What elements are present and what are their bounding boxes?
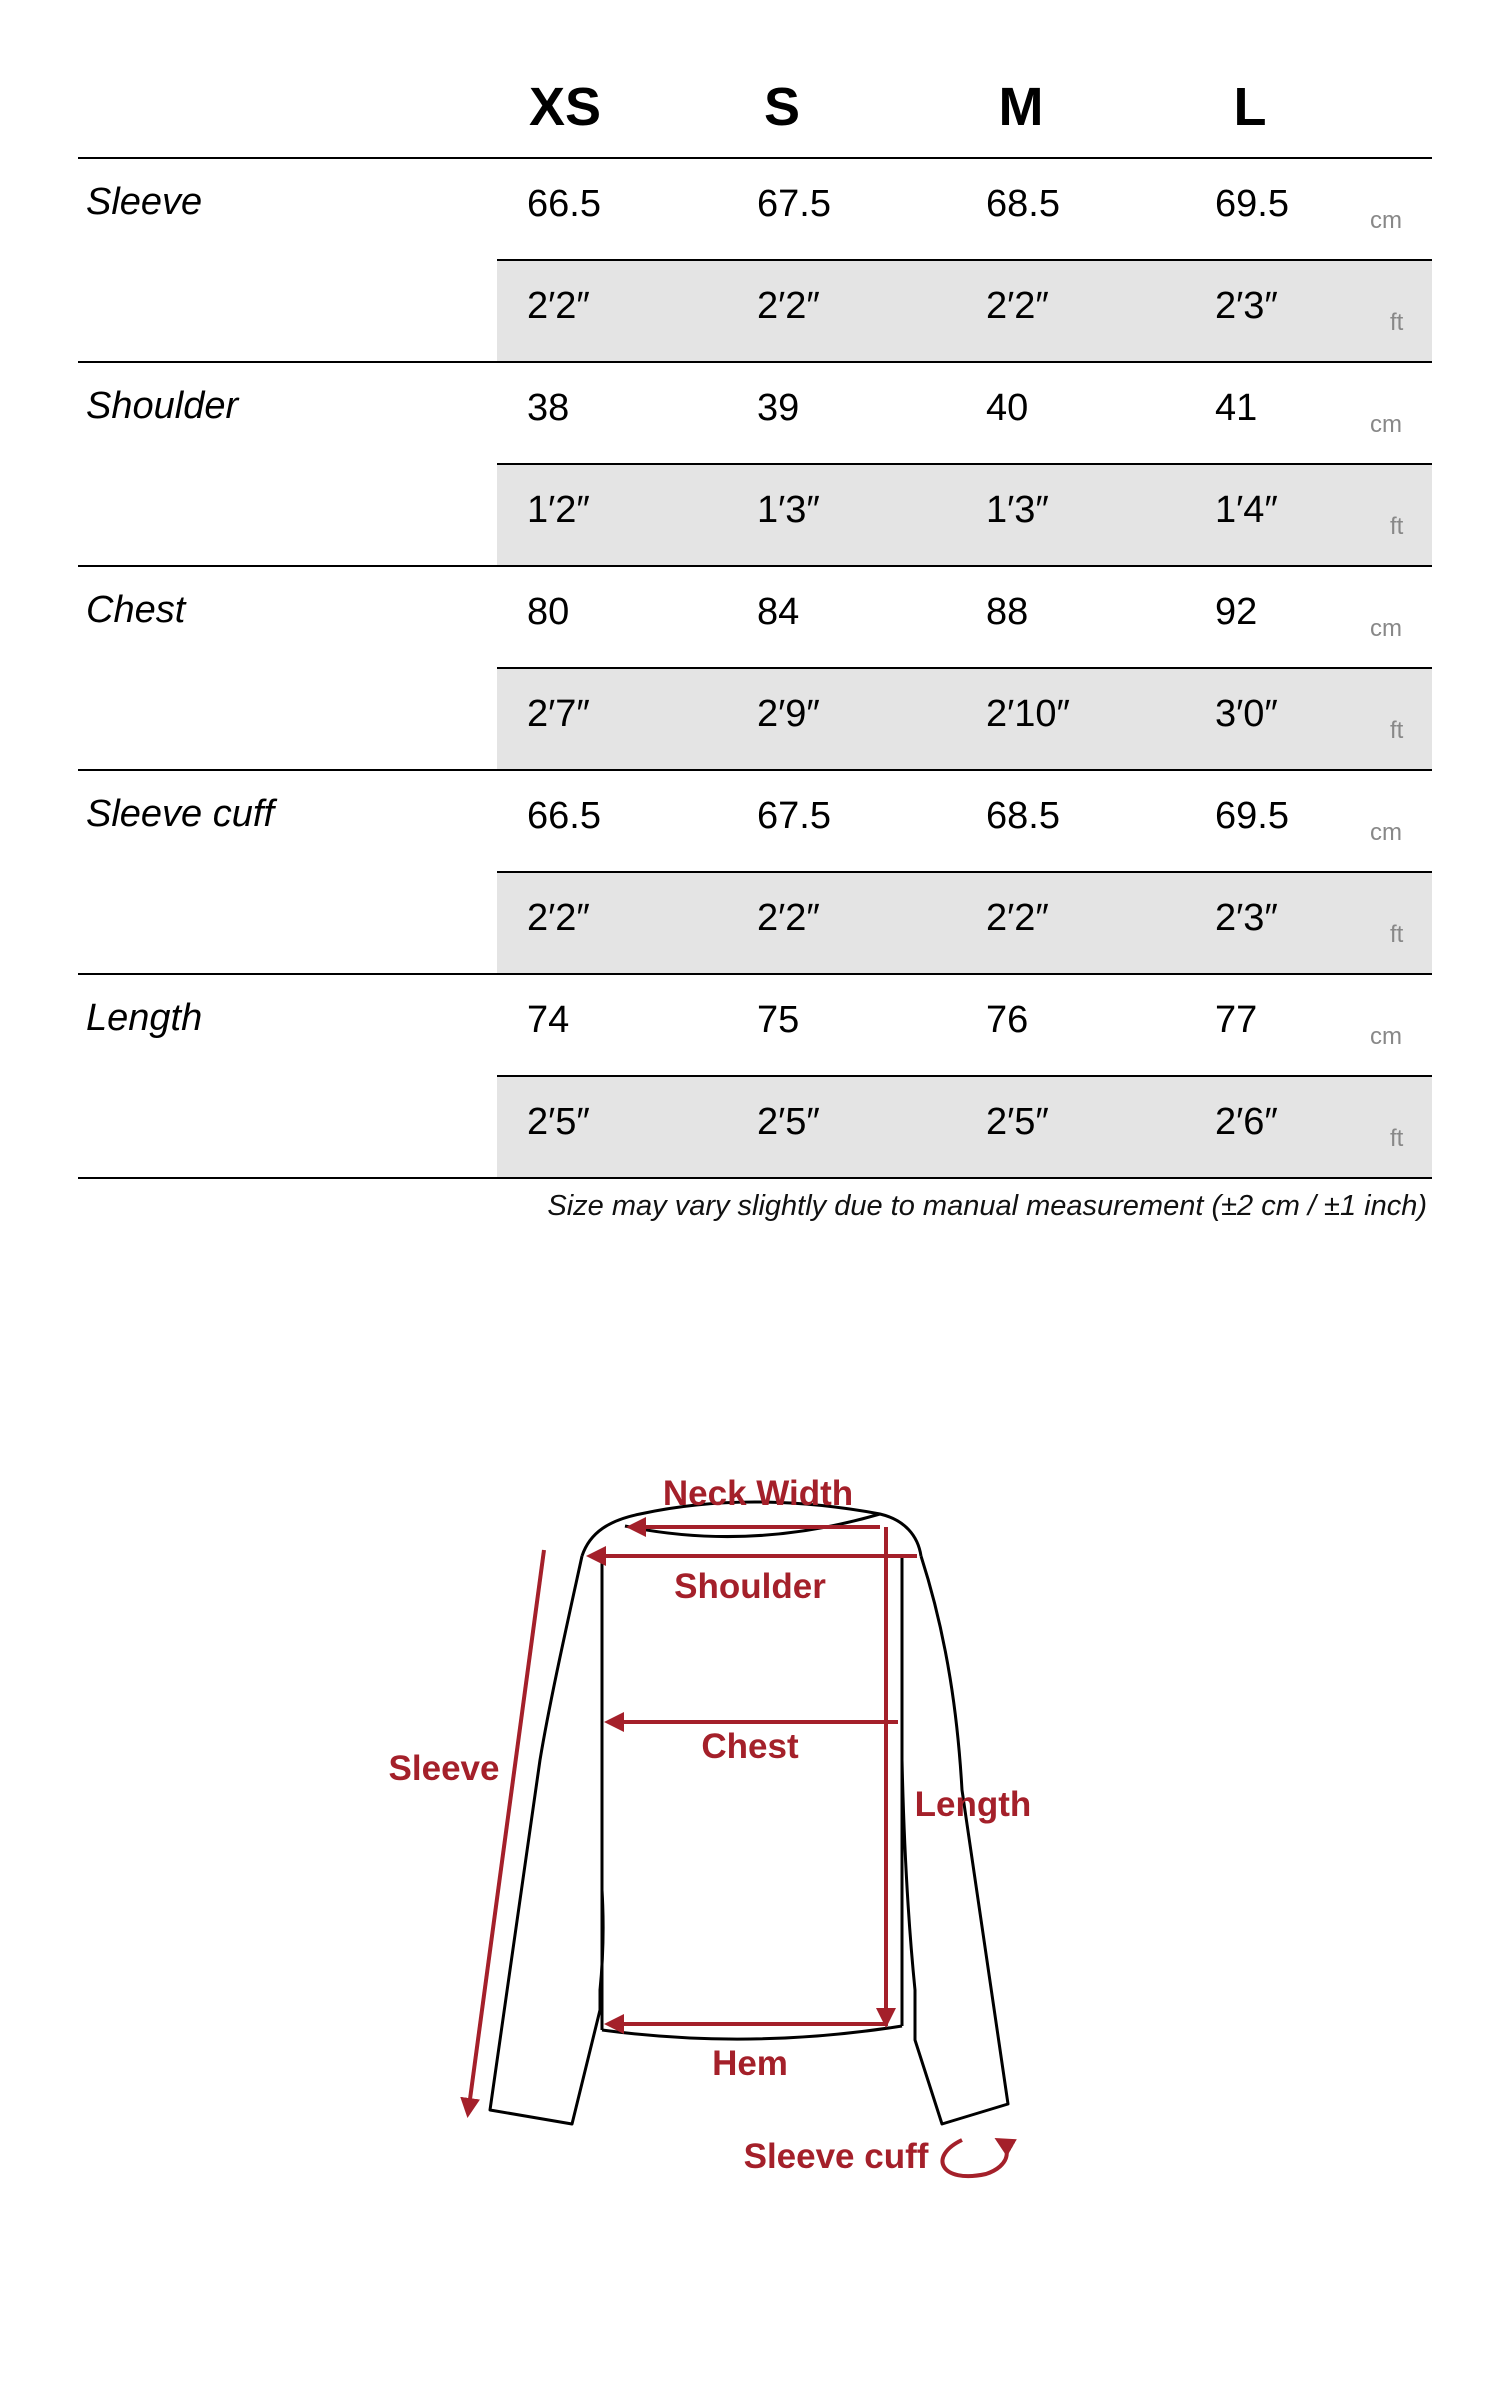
unit-ft-chest: ft <box>1390 717 1404 744</box>
cell-sleeve-cuff-ft-l: 2′3″ <box>1215 897 1278 939</box>
neck-width-label: Neck Width <box>662 1474 854 1513</box>
hem-label: Hem <box>712 2044 788 2083</box>
unit-ft-length: ft <box>1390 1125 1404 1152</box>
size-header-l: L <box>1233 77 1267 137</box>
row-label-sleeve-cuff: Sleeve cuff <box>86 793 274 835</box>
row-label-length: Length <box>86 997 203 1039</box>
cell-sleeve-cuff-ft-m: 2′2″ <box>986 897 1049 939</box>
measurement-note: Size may vary slightly due to manual measurement (±2 cm / ±1 inch) <box>547 1190 1427 1222</box>
row-divider-sleeve-cuff <box>497 871 1432 873</box>
ft-row-band-sleeve-cuff <box>497 873 1432 973</box>
ft-row-band-shoulder <box>497 465 1432 565</box>
cell-shoulder-cm-l: 41 <box>1215 387 1258 429</box>
ft-row-band-sleeve <box>497 261 1432 361</box>
cell-shoulder-cm-s: 39 <box>757 387 800 429</box>
cell-shoulder-ft-l: 1′4″ <box>1215 489 1278 531</box>
cell-sleeve-ft-xs: 2′2″ <box>527 285 590 327</box>
cell-chest-ft-m: 2′10″ <box>986 693 1070 735</box>
unit-cm-sleeve-cuff: cm <box>1370 819 1402 846</box>
cell-length-cm-l: 77 <box>1215 999 1258 1041</box>
unit-cm-shoulder: cm <box>1370 411 1402 438</box>
cell-sleeve-cuff-cm-l: 69.5 <box>1215 795 1289 837</box>
group-divider-sleeve-cuff <box>78 973 1432 975</box>
ft-row-band-chest <box>497 669 1432 769</box>
cell-shoulder-ft-m: 1′3″ <box>986 489 1049 531</box>
cell-length-ft-s: 2′5″ <box>757 1101 820 1143</box>
cell-chest-ft-l: 3′0″ <box>1215 693 1278 735</box>
cell-chest-cm-xs: 80 <box>527 591 570 633</box>
size-header-row <box>0 76 1500 156</box>
cell-length-ft-m: 2′5″ <box>986 1101 1049 1143</box>
cell-length-ft-l: 2′6″ <box>1215 1101 1278 1143</box>
unit-cm-chest: cm <box>1370 615 1402 642</box>
cell-shoulder-ft-xs: 1′2″ <box>527 489 590 531</box>
row-label-chest: Chest <box>86 589 186 631</box>
cell-shoulder-cm-m: 40 <box>986 387 1029 429</box>
chest-label: Chest <box>701 1727 799 1766</box>
cell-sleeve-cm-s: 67.5 <box>757 183 831 225</box>
group-divider-length <box>78 1177 1432 1179</box>
left-sleeve-outline <box>490 1556 603 2124</box>
cell-length-ft-xs: 2′5″ <box>527 1101 590 1143</box>
cell-length-cm-xs: 74 <box>527 999 570 1041</box>
cell-sleeve-cuff-ft-s: 2′2″ <box>757 897 820 939</box>
sleeve-cuff-label: Sleeve cuff <box>743 2137 929 2176</box>
row-divider-shoulder <box>497 463 1432 465</box>
hem-outline <box>602 2026 902 2039</box>
cell-sleeve-cuff-cm-xs: 66.5 <box>527 795 601 837</box>
cell-sleeve-cm-xs: 66.5 <box>527 183 601 225</box>
sleeve-cuff-arrow <box>942 2140 1006 2176</box>
cell-chest-ft-xs: 2′7″ <box>527 693 590 735</box>
shoulder-label: Shoulder <box>674 1567 826 1606</box>
cell-sleeve-ft-s: 2′2″ <box>757 285 820 327</box>
cell-sleeve-ft-m: 2′2″ <box>986 285 1049 327</box>
cell-chest-cm-l: 92 <box>1215 591 1258 633</box>
row-divider-length <box>497 1075 1432 1077</box>
right-sleeve-outline <box>902 1556 1008 2124</box>
cell-length-cm-s: 75 <box>757 999 800 1041</box>
cell-chest-cm-m: 88 <box>986 591 1029 633</box>
cell-shoulder-ft-s: 1′3″ <box>757 489 820 531</box>
group-divider-shoulder <box>78 565 1432 567</box>
cell-shoulder-cm-xs: 38 <box>527 387 570 429</box>
group-divider-chest <box>78 769 1432 771</box>
cell-sleeve-cm-l: 69.5 <box>1215 183 1289 225</box>
sleeve-arrow <box>468 1550 544 2114</box>
row-label-sleeve: Sleeve <box>86 181 203 223</box>
row-label-shoulder: Shoulder <box>86 385 239 427</box>
table-top-rule <box>78 157 1432 159</box>
ft-row-band-length <box>497 1077 1432 1177</box>
cell-sleeve-cuff-cm-s: 67.5 <box>757 795 831 837</box>
unit-ft-sleeve: ft <box>1390 309 1404 336</box>
row-divider-sleeve <box>497 259 1432 261</box>
cell-sleeve-cm-m: 68.5 <box>986 183 1060 225</box>
unit-cm-sleeve: cm <box>1370 207 1402 234</box>
cell-length-cm-m: 76 <box>986 999 1029 1041</box>
sleeve-label: Sleeve <box>388 1749 500 1788</box>
cell-chest-ft-s: 2′9″ <box>757 693 820 735</box>
group-divider-sleeve <box>78 361 1432 363</box>
length-label: Length <box>914 1785 1032 1824</box>
cell-sleeve-ft-l: 2′3″ <box>1215 285 1278 327</box>
cell-sleeve-cuff-cm-m: 68.5 <box>986 795 1060 837</box>
unit-ft-shoulder: ft <box>1390 513 1404 540</box>
unit-ft-sleeve-cuff: ft <box>1390 921 1404 948</box>
row-divider-chest <box>497 667 1432 669</box>
garment-measurement-diagram <box>0 1400 1500 2200</box>
size-header-xs: XS <box>528 77 602 137</box>
unit-cm-length: cm <box>1370 1023 1402 1050</box>
size-header-m: M <box>998 77 1044 137</box>
cell-chest-cm-s: 84 <box>757 591 800 633</box>
size-header-s: S <box>763 77 801 137</box>
cell-sleeve-cuff-ft-xs: 2′2″ <box>527 897 590 939</box>
